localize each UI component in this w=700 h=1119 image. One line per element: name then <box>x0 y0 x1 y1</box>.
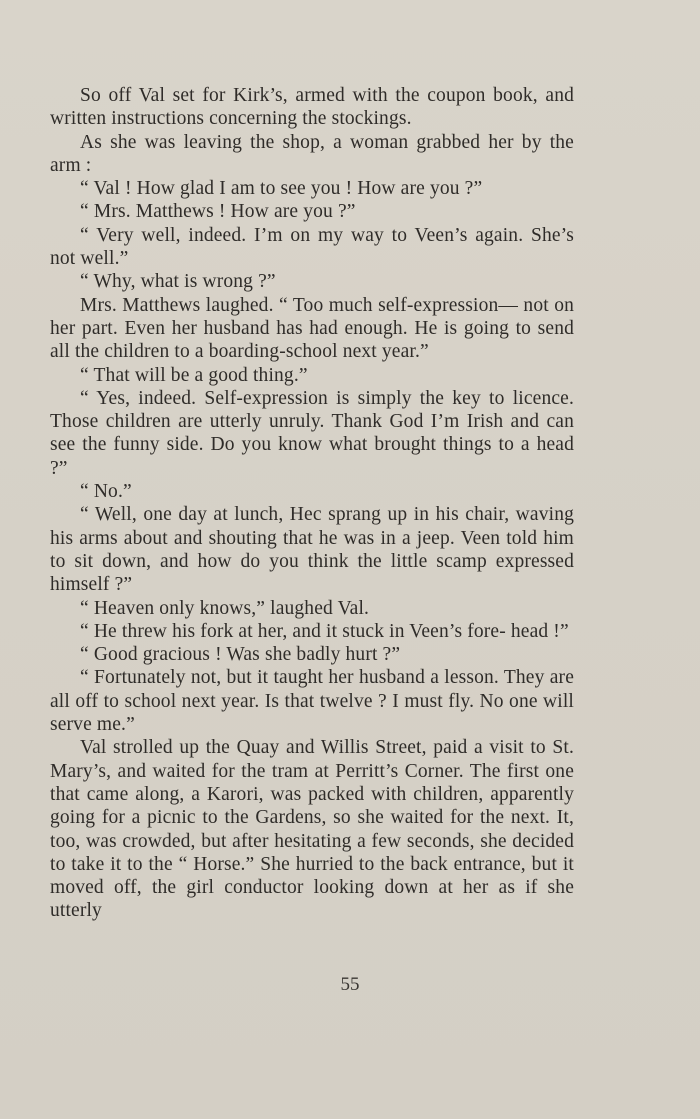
paragraph: “ Fortunately not, but it taught her husband a lesson. They are all off to school next year. Is that twelve ? I must fly. No one will serve me.” <box>50 667 574 736</box>
paragraph: “ Well, one day at lunch, Hec sprang up in his chair, waving his arms about and shouting that he was in a jeep. Veen told him to sit down, and how do you think the little scamp expressed himself ?” <box>50 504 574 596</box>
paragraph: “ Val ! How glad I am to see you ! How are you ?” <box>80 178 483 200</box>
paragraph: Mrs. Matthews laughed. “ Too much self-expression— not on her part. Even her husband has had enough. He is going to send all the children to a boarding-school next year.” <box>50 294 574 363</box>
paragraph: Val strolled up the Quay and Willis Street, paid a visit to St. Mary’s, and waited for the tram at Perritt’s Corner. The first one that came along, a Karori, was packed with children, apparently going for a picnic to the Gardens, so she waited for the next. It, too, was crowded, but after hesitating a few seconds, she decided to take it to the “ Horse.” She hurried to the back entrance, but it moved off, the girl conductor looking down at her as if she utterly <box>50 737 574 922</box>
paragraph: “ He threw his fork at her, and it stuck in Veen’s fore- head !” <box>80 620 569 642</box>
paragraph: “ Good gracious ! Was she badly hurt ?” <box>80 644 401 666</box>
paragraph: As she was leaving the shop, a woman grabbed her by the arm : <box>50 131 574 176</box>
paragraph: “ Very well, indeed. I’m on my way to Veen’s again. She’s not well.” <box>50 224 574 270</box>
paragraph: “ Yes, indeed. Self-expression is simply the key to licence. Those children are utterly unruly. Thank God I’m Irish and can see the funny side. Do you know what brought things to a head ?” <box>50 387 574 479</box>
body-text <box>50 84 574 923</box>
paragraph: “ Heaven only knows,” laughed Val. <box>80 597 370 619</box>
paragraph: So off Val set for Kirk’s, armed with the coupon book, and written instructions concerning the stockings. <box>50 85 574 130</box>
paragraph: “ Why, what is wrong ?” <box>80 271 276 293</box>
paragraph: “ That will be a good thing.” <box>80 364 308 386</box>
page-number: 55 <box>340 974 360 995</box>
paragraph: “ Mrs. Matthews ! How are you ?” <box>80 201 356 223</box>
paragraph: “ No.” <box>80 481 132 503</box>
